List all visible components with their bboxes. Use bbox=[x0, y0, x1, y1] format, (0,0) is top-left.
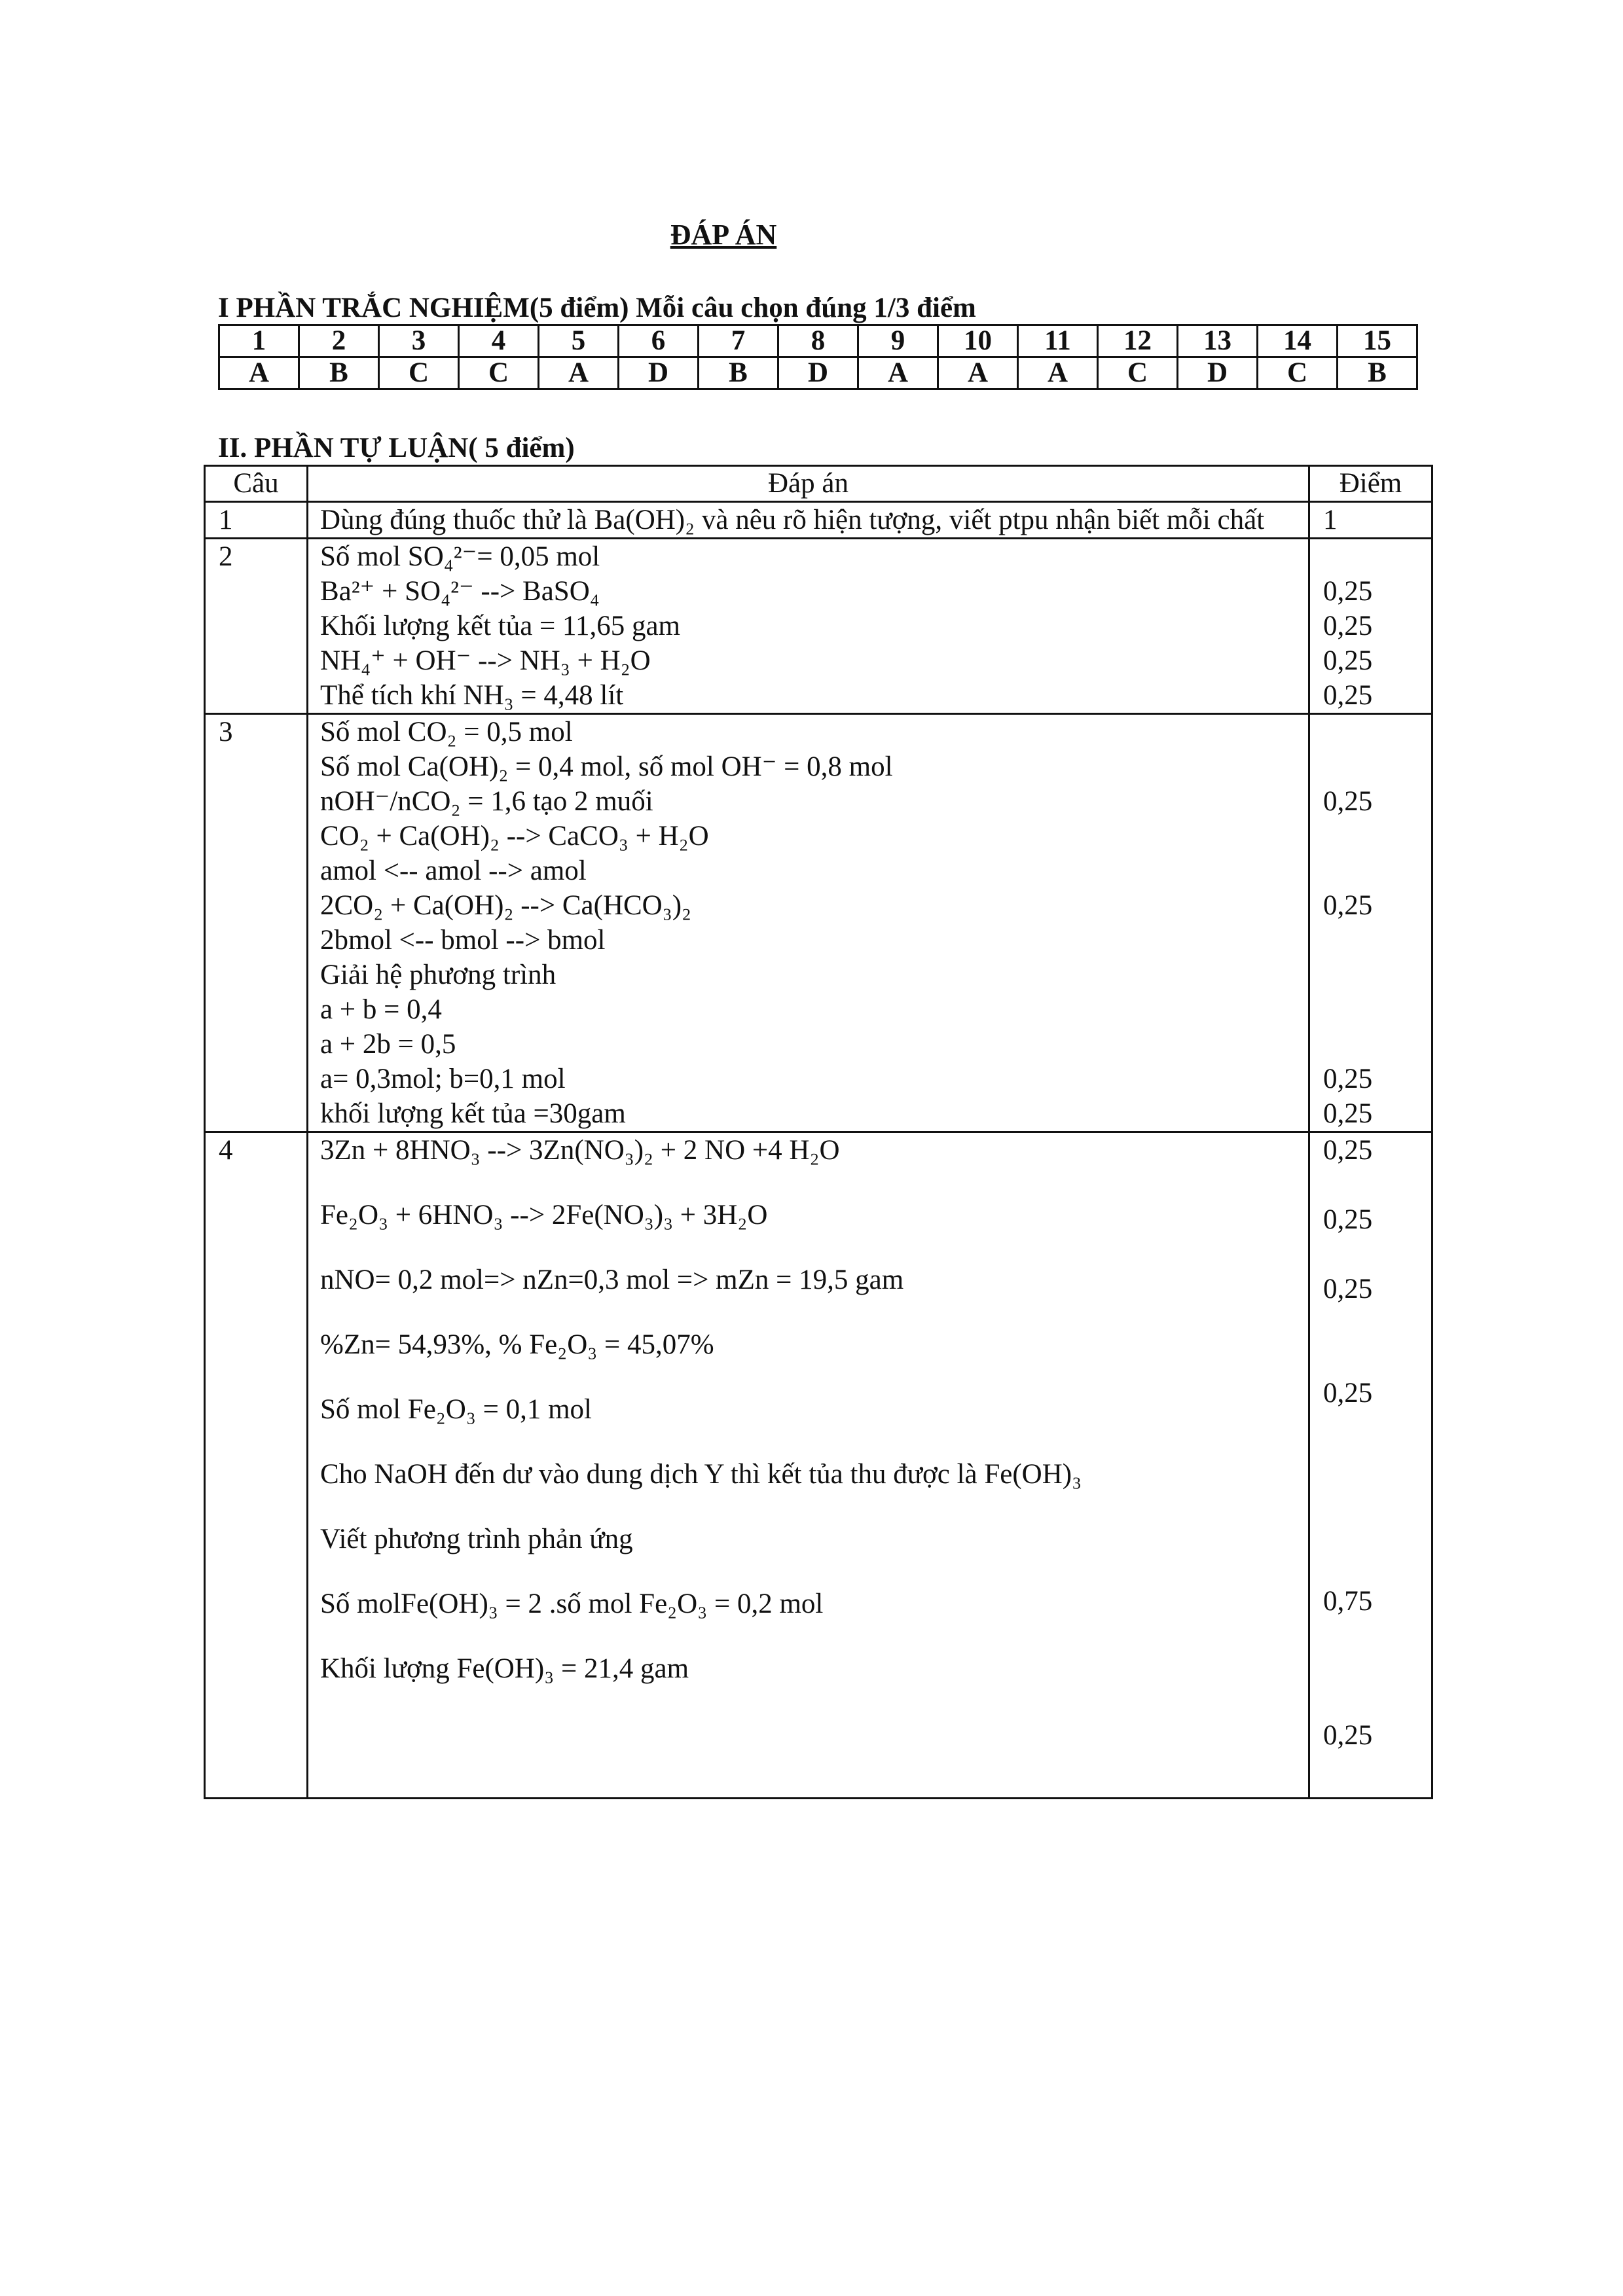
answer-line: %Zn= 54,93%, % Fe₂O₃ = 45,07% bbox=[320, 1329, 714, 1360]
points-value: 0,25 bbox=[1323, 1378, 1373, 1408]
page-title: ĐÁP ÁN bbox=[670, 219, 777, 251]
question-number-cell: 2 bbox=[299, 325, 379, 357]
answer-line: NH₄⁺ + OH⁻ --> NH₃ + H₂O bbox=[320, 645, 651, 676]
points-value: 0,25 bbox=[1323, 786, 1373, 817]
answer-line: Số molFe(OH)₃ = 2 .số mol Fe₂O₃ = 0,2 mol bbox=[320, 1588, 824, 1619]
question-number-cell: 6 bbox=[619, 325, 699, 357]
points-value: 0,25 bbox=[1323, 680, 1373, 711]
points-value bbox=[1323, 819, 1431, 853]
answer-cell: A bbox=[858, 357, 938, 389]
question-number-cell: 5 bbox=[539, 325, 619, 357]
points-value bbox=[1323, 992, 1431, 1027]
answer-line: Khối lượng Fe(OH)₃ = 21,4 gam bbox=[320, 1653, 689, 1684]
answer-cell: A bbox=[938, 357, 1018, 389]
answer-row bbox=[219, 357, 1417, 389]
answer-line: khối lượng kết tủa =30gam bbox=[320, 1098, 626, 1129]
answer-line: Cho NaOH đến dư vào dung dịch Y thì kết tủa thu được là Fe(OH)₃ bbox=[320, 1459, 1082, 1490]
answer-line: Dùng đúng thuốc thử là Ba(OH)₂ và nêu rõ hiện tượng, viết ptpu nhận biết mỗi chất bbox=[320, 505, 1265, 535]
points-value: 0,75 bbox=[1323, 1586, 1373, 1617]
points-value: 0,25 bbox=[1323, 1204, 1373, 1235]
points-value: 0,25 bbox=[1323, 645, 1373, 676]
question-number: 3 bbox=[205, 714, 308, 1132]
multiple-choice-table bbox=[218, 324, 1418, 390]
answer-line: Thể tích khí NH₃ = 4,48 lít bbox=[320, 680, 624, 711]
points-value: 0,25 bbox=[1323, 1135, 1373, 1166]
answer-line: CO₂ + Ca(OH)₂ --> CaCO₃ + H₂O bbox=[320, 821, 709, 852]
answer-line: Fe₂O₃ + 6HNO₃ --> 2Fe(NO₃)₃ + 3H₂O bbox=[320, 1200, 768, 1230]
answer-cell: B bbox=[699, 357, 778, 389]
answer-line: Số mol CO₂ = 0,5 mol bbox=[320, 717, 573, 747]
answer-cell: D bbox=[778, 357, 858, 389]
answer-cell: D bbox=[1178, 357, 1258, 389]
answer-lines bbox=[308, 714, 1309, 1132]
answer-lines bbox=[308, 539, 1309, 714]
points-value: 0,25 bbox=[1323, 890, 1373, 921]
points-value bbox=[1323, 715, 1431, 749]
header-cau: Câu bbox=[205, 466, 308, 502]
answer-cell: C bbox=[459, 357, 539, 389]
answer-cell: A bbox=[539, 357, 619, 389]
answer-line: a + 2b = 0,5 bbox=[320, 1029, 456, 1060]
answer-line: a= 0,3mol; b=0,1 mol bbox=[320, 1064, 566, 1094]
answer-line: 2bmol <-- bmol --> bmol bbox=[320, 925, 606, 956]
answer-line: Ba²⁺ + SO₄²⁻ --> BaSO₄ bbox=[320, 576, 600, 607]
essay-row-2 bbox=[205, 539, 1432, 714]
essay-row-3 bbox=[205, 714, 1432, 1132]
points-value bbox=[1323, 1341, 1431, 1376]
points-value bbox=[1323, 1027, 1431, 1062]
answer-cell: B bbox=[1338, 357, 1417, 389]
answer-cell: A bbox=[219, 357, 299, 389]
answer-cell: B bbox=[299, 357, 379, 389]
answer-line: a + b = 0,4 bbox=[320, 994, 442, 1025]
section2-heading: II. PHẦN TỰ LUẬN( 5 điểm) bbox=[218, 433, 575, 463]
answer-text bbox=[308, 502, 1309, 539]
answer-line: Số mol Ca(OH)₂ = 0,4 mol, số mol OH⁻ = 0,8 mol bbox=[320, 751, 893, 782]
question-number-cell: 7 bbox=[699, 325, 778, 357]
points-value bbox=[1323, 853, 1431, 888]
points-column bbox=[1309, 539, 1432, 714]
essay-answer-table bbox=[204, 465, 1433, 1799]
points-column bbox=[1309, 714, 1432, 1132]
essay-header-row bbox=[205, 466, 1432, 502]
question-number-cell: 10 bbox=[938, 325, 1018, 357]
question-number-cell: 3 bbox=[379, 325, 459, 357]
answer-line: Khối lượng kết tủa = 11,65 gam bbox=[320, 611, 680, 641]
question-number-cell: 12 bbox=[1098, 325, 1178, 357]
question-number-cell: 8 bbox=[778, 325, 858, 357]
question-number: 4 bbox=[205, 1132, 308, 1799]
points-value: 0,25 bbox=[1323, 1098, 1373, 1129]
points-value: 0,25 bbox=[1323, 611, 1373, 641]
points-value: 0,25 bbox=[1323, 1064, 1373, 1094]
question-number-cell: 13 bbox=[1178, 325, 1258, 357]
essay-row-4 bbox=[205, 1132, 1432, 1799]
points-value bbox=[1323, 1683, 1431, 1718]
answer-line: nNO= 0,2 mol=> nZn=0,3 mol => mZn = 19,5 gam bbox=[320, 1265, 904, 1295]
points-value bbox=[1323, 958, 1431, 992]
points-value bbox=[1323, 749, 1431, 784]
answer-line: Viết phương trình phản ứng bbox=[320, 1524, 633, 1554]
question-number-cell: 15 bbox=[1338, 325, 1417, 357]
answer-line: Số mol SO₄²⁻= 0,05 mol bbox=[320, 541, 600, 572]
answer-cell: D bbox=[619, 357, 699, 389]
answer-line: 3Zn + 8HNO₃ --> 3Zn(NO₃)₂ + 2 NO +4 H₂O bbox=[320, 1135, 840, 1166]
points-column bbox=[1309, 1132, 1432, 1799]
question-number-cell: 9 bbox=[858, 325, 938, 357]
points-value: 0,25 bbox=[1323, 1720, 1373, 1751]
answer-line: 2CO₂ + Ca(OH)₂ --> Ca(HCO₃)₂ bbox=[320, 890, 692, 921]
answer-line: amol <-- amol --> amol bbox=[320, 855, 587, 886]
question-number-row bbox=[219, 325, 1417, 357]
answer-lines bbox=[308, 1132, 1309, 1799]
points-value: 0,25 bbox=[1323, 576, 1373, 607]
answer-line: Giải hệ phương trình bbox=[320, 960, 556, 990]
points-value bbox=[1323, 1515, 1431, 1549]
points-value bbox=[1323, 923, 1431, 958]
section1-heading: I PHẦN TRẮC NGHIỆM(5 điểm) Mỗi câu chọn đúng 1/3 điểm bbox=[218, 293, 976, 323]
question-number: 1 bbox=[205, 502, 308, 539]
header-diem: Điểm bbox=[1309, 466, 1432, 502]
points: 1 bbox=[1309, 502, 1432, 539]
question-number-cell: 1 bbox=[219, 325, 299, 357]
question-number: 2 bbox=[205, 539, 308, 714]
question-number-cell: 11 bbox=[1018, 325, 1098, 357]
question-number-cell: 14 bbox=[1258, 325, 1338, 357]
answer-line: nOH⁻/nCO₂ = 1,6 tạo 2 muối bbox=[320, 786, 653, 817]
answer-cell: C bbox=[1098, 357, 1178, 389]
header-dap-an: Đáp án bbox=[308, 466, 1309, 502]
answer-cell: A bbox=[1018, 357, 1098, 389]
essay-row-1 bbox=[205, 502, 1432, 539]
points-value: 0,25 bbox=[1323, 1274, 1373, 1304]
question-number-cell: 4 bbox=[459, 325, 539, 357]
answer-line: Số mol Fe₂O₃ = 0,1 mol bbox=[320, 1394, 592, 1425]
points-value bbox=[1323, 539, 1431, 574]
answer-cell: C bbox=[379, 357, 459, 389]
points-value bbox=[1323, 1549, 1431, 1584]
answer-cell: C bbox=[1258, 357, 1338, 389]
